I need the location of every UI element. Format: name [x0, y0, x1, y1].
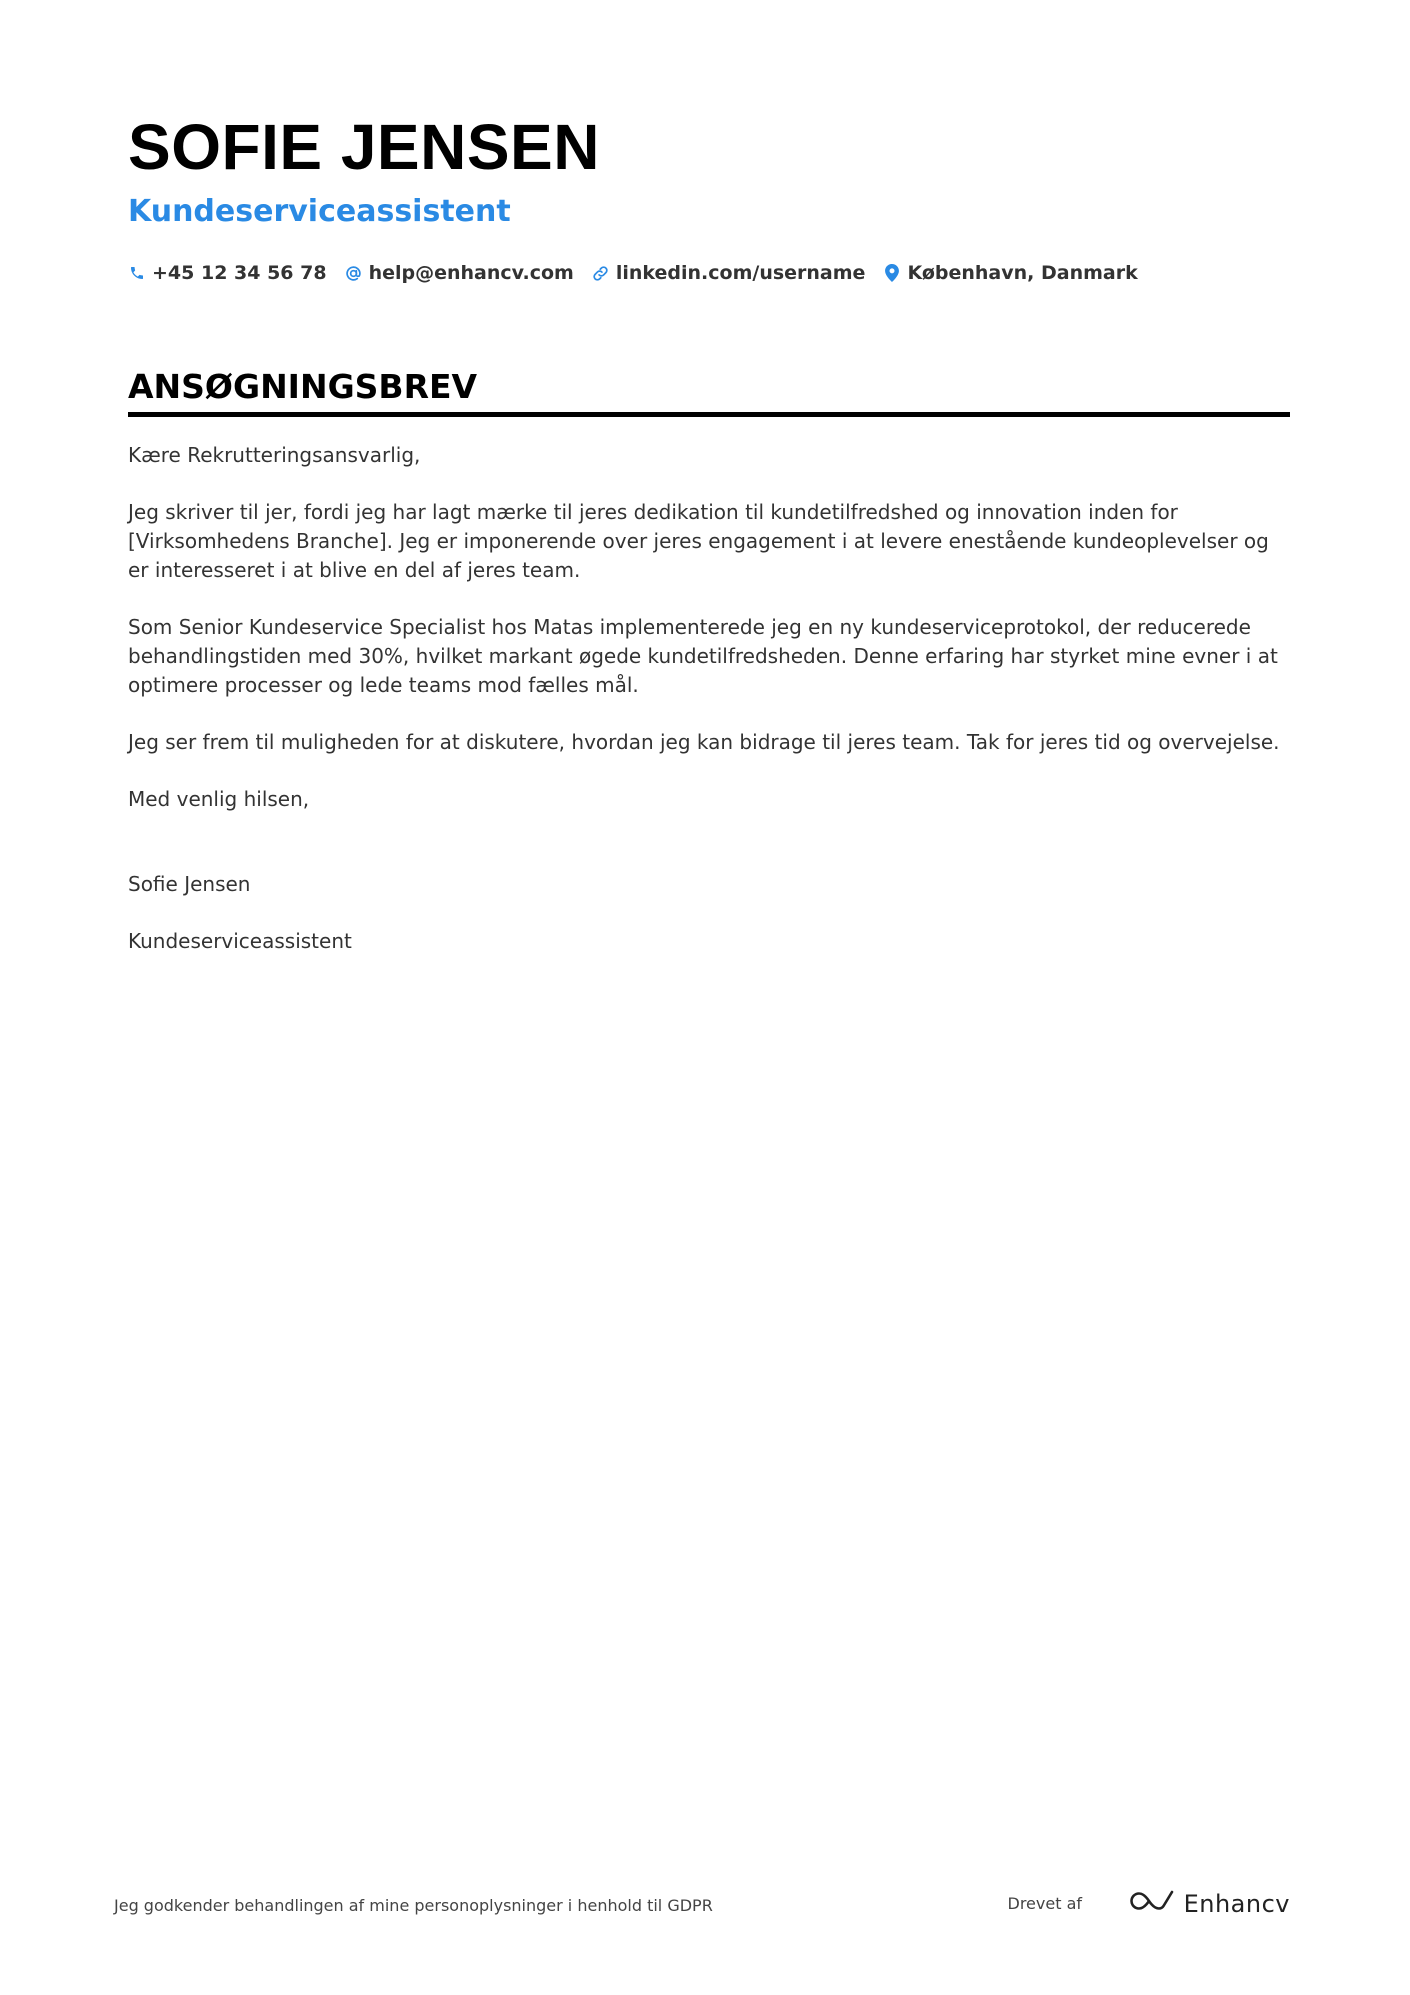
section-title: ANSØGNINGSBREV	[128, 367, 478, 406]
gdpr-consent-text: Jeg godkender behandlingen af mine personoplysninger i henhold til GDPR	[114, 1896, 713, 1915]
signature-title: Kundeserviceassistent	[128, 929, 352, 953]
letter-paragraph: Jeg skriver til jer, fordi jeg har lagt mærke til jeres dedikation til kundetilfredshed og innovation inden for [Virksomhedens Branche]. Jeg er imponerende over jeres engagement i at levere enestående kundeoplevelser og er interesseret i at blive en del af jeres team.	[128, 500, 1269, 582]
brand-name: Enhancv	[1183, 1889, 1290, 1918]
enhancv-logo-icon	[1128, 1888, 1174, 1919]
linkedin-text[interactable]: linkedin.com/username	[615, 262, 866, 284]
letter-paragraph: Som Senior Kundeservice Specialist hos Matas implementerede jeg en ny kundeserviceprotokol, der reducerede behandlingstiden med 30%, hvilket markant øgede kundetilfredsheden. Denne erfaring har styrket mine evner i at optimere processer og lede teams mod fælles mål.	[128, 615, 1278, 697]
email-text[interactable]: help@enhancv.com	[368, 262, 574, 284]
letter-greeting: Kære Rekrutteringsansvarlig,	[128, 443, 421, 467]
at-icon	[345, 263, 363, 283]
section-divider	[128, 412, 1290, 417]
map-pin-icon	[883, 263, 901, 283]
contact-location	[883, 262, 1137, 284]
enhancv-brand[interactable]	[1128, 1888, 1290, 1919]
header	[128, 108, 1290, 290]
letter-body	[128, 441, 1290, 956]
contact-phone	[128, 262, 327, 284]
contact-row	[128, 256, 1290, 290]
applicant-role: Kundeserviceassistent	[128, 194, 511, 229]
letter-paragraph: Jeg ser frem til muligheden for at diskutere, hvordan jeg kan bidrage til jeres team. Tak for jeres tid og overvejelse.	[128, 730, 1280, 754]
location-text: København, Danmark	[907, 262, 1138, 284]
powered-by-label: Drevet af	[1007, 1894, 1082, 1913]
contact-linkedin[interactable]	[592, 262, 866, 284]
footer	[114, 1888, 1290, 1924]
applicant-name: SOFIE JENSEN	[128, 111, 600, 183]
signature-name: Sofie Jensen	[128, 872, 251, 896]
phone-text: +45 12 34 56 78	[152, 262, 327, 284]
letter-closing: Med venlig hilsen,	[128, 787, 310, 811]
cover-letter-section	[128, 364, 1290, 984]
link-icon	[592, 263, 610, 283]
contact-email[interactable]	[345, 262, 574, 284]
phone-icon	[128, 263, 146, 283]
